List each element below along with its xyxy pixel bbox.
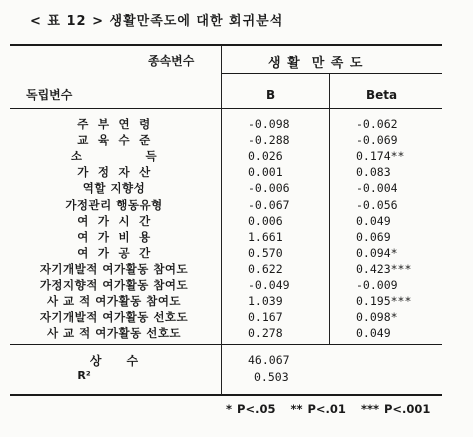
row-label: 주 부 연 령 (77, 117, 151, 131)
row-beta-value: 0.083 (356, 165, 391, 180)
table-row (10, 133, 440, 148)
row-label: 여 가 공 간 (77, 245, 151, 260)
row-beta-value: 0.098* (356, 310, 398, 325)
row-b-value: 0.006 (248, 213, 283, 228)
row-label: 가 정 자 산 (77, 165, 151, 180)
table-row (10, 165, 440, 180)
row-beta-value: 0.423*** (356, 261, 412, 276)
significance-footnote: * P<.05 ** P<.01 *** P<.001 (226, 402, 431, 416)
row-beta-value: -0.004 (356, 181, 398, 196)
row-beta-value: 0.069 (356, 229, 391, 244)
column-header-b: B (266, 88, 276, 102)
row-label: 가정관리 행동유형 (65, 197, 163, 212)
table-bottom-rule (10, 394, 442, 396)
row-b-value: -0.006 (248, 181, 290, 196)
header-divider (222, 73, 442, 74)
row-label: 여 가 비 용 (77, 229, 151, 244)
row-label: 소 득 (70, 149, 158, 164)
group-title: 생 활 만 족 도 (268, 56, 364, 71)
top-rule (10, 44, 442, 46)
row-beta-value: -0.062 (356, 117, 398, 131)
row-b-value: -0.288 (248, 133, 290, 148)
row-beta-value: 0.094* (356, 245, 398, 260)
table-row (10, 326, 440, 341)
row-label: 자기개발적 여가활동 참여도 (39, 261, 189, 276)
row-beta-value: 0.049 (356, 326, 391, 341)
row-b-value: -0.049 (248, 278, 290, 292)
row-b-value: 0.001 (248, 165, 283, 180)
table-row (10, 214, 440, 229)
table-row (10, 310, 440, 325)
row-b-value: 0.570 (248, 245, 283, 260)
table-row (10, 246, 440, 261)
independent-variable-label: 독립변수 (26, 88, 73, 102)
table-row (10, 278, 440, 293)
r2-label: R² (77, 369, 91, 382)
row-b-value: 0.167 (248, 310, 283, 325)
row-b-value: 1.039 (248, 294, 283, 309)
row-label: 자기개발적 여가활동 선호도 (39, 310, 189, 325)
dependent-variable-label: 종속변수 (148, 54, 195, 68)
r2-value: 0.503 (254, 370, 289, 384)
row-b-value: 0.026 (248, 149, 283, 164)
row-label: 여 가 시 간 (77, 213, 151, 228)
row-b-value: 0.622 (248, 261, 283, 276)
row-beta-value: -0.056 (356, 197, 398, 212)
row-label: 교 육 수 준 (77, 133, 151, 148)
row-beta-value: 0.049 (356, 213, 391, 228)
row-b-value: 1.661 (248, 229, 283, 244)
table-row (10, 117, 440, 132)
table-row (10, 181, 440, 196)
table-row (10, 262, 440, 277)
table-caption: < 표 12 > 생활만족도에 대한 회귀분석 (30, 14, 284, 29)
table-row (10, 198, 440, 213)
row-label: 가정지향적 여가활동 참여도 (39, 278, 189, 292)
row-label: 역할 지향성 (82, 181, 146, 196)
row-label: 사 교 적 여가활동 참여도 (46, 294, 182, 309)
row-b-value: -0.067 (248, 197, 290, 212)
header-bottom-rule (10, 108, 442, 109)
row-label: 사 교 적 여가활동 선호도 (46, 326, 182, 341)
body-bottom-rule (10, 344, 442, 345)
constant-value: 46.067 (248, 353, 290, 367)
row-b-value: 0.278 (248, 326, 283, 341)
table-row (10, 230, 440, 245)
table-row (10, 149, 440, 164)
row-beta-value: 0.195*** (356, 294, 412, 309)
constant-label: 상 수 (89, 354, 139, 368)
row-beta-value: -0.009 (356, 278, 398, 292)
row-beta-value: -0.069 (356, 133, 398, 148)
row-b-value: -0.098 (248, 117, 290, 131)
row-beta-value: 0.174** (356, 149, 405, 164)
column-header-beta: Beta (366, 88, 398, 102)
table-row (10, 294, 440, 309)
